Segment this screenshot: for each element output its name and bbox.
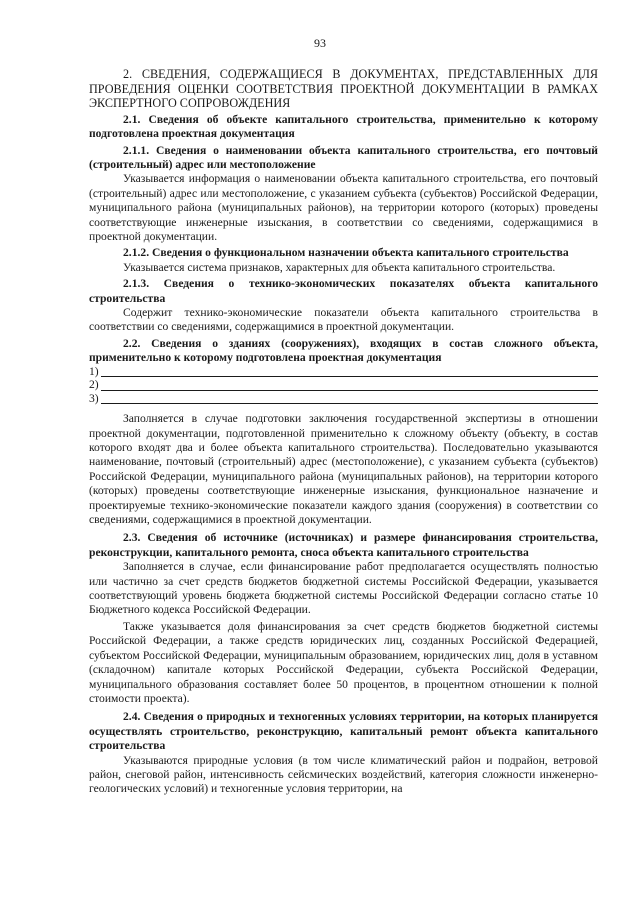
heading-2-1: 2.1. Сведения об объекте капитального строительства, применительно к которому подготовлена проектная документация — [89, 112, 598, 141]
blank-underline — [101, 390, 598, 391]
paragraph-2-4: Указываются природные условия (в том числе климатический район и подрайон, ветровой район, снеговой район, интенсивность сейсмических воздействий, категория сложности инженерно-геологических условий) и техногенные условия территории, на — [89, 753, 598, 796]
page-number: 93 — [314, 36, 326, 50]
section-2-title: 2. СВЕДЕНИЯ, СОДЕРЖАЩИЕСЯ В ДОКУМЕНТАХ, ПРЕДСТАВЛЕННЫХ ДЛЯ ПРОВЕДЕНИЯ ОЦЕНКИ СООТВЕТСТВИЯ ПРОЕКТНОЙ ДОКУМЕНТАЦИИ В РАМКАХ ЭКСПЕРТНОГО СОПРОВОЖДЕНИЯ — [89, 67, 598, 111]
blank-line-1 — [89, 366, 598, 380]
blank-line-number: 3) — [89, 391, 99, 405]
heading-2-4: 2.4. Сведения о природных и техногенных условиях территории, на которых планируется осуществлять строительство, реконструкцию, капитальный ремонт объекта капитального строительства — [89, 710, 598, 753]
heading-2-1-1: 2.1.1. Сведения о наименовании объекта капитального строительства, его почтовый (строительный) адрес или местоположение — [89, 143, 598, 171]
blank-underline — [101, 376, 598, 377]
paragraph-2-1-1: Указывается информация о наименовании объекта капитального строительства, его почтовый (строительный) адрес или местоположение, с указанием субъекта (субъектов) Российской Федерации, муниципального района (муниципальных районов), на территории которого (которых) проведены соответствующие инженерные изыскания, в соответствии со сведениями, содержащимися в проектной документации. — [89, 172, 598, 244]
paragraph-2-3-b: Также указывается доля финансирования за счет средств бюджетов бюджетной системы Российской Федерации, а также средств юридических лиц, созданных Российской Федерацией, субъектом Российской Федерации, муниципальным образованием, юридических лиц, доля в уставном (складочном) капитале которых Российской Федерации, субъекта Российской Федерации, муниципального образования составляет более 50 процентов, в процентном отношении к полной стоимости проекта). — [89, 619, 598, 705]
blank-line-number: 1) — [89, 364, 99, 378]
heading-2-2: 2.2. Сведения о зданиях (сооружениях), входящих в состав сложного объекта, применительно к которому подготовлена проектная документация — [89, 336, 598, 365]
paragraph-2-1-3: Содержит технико-экономические показатели объекта капитального строительства в соответствии со сведениями, содержащимися в проектной документации. — [89, 306, 598, 334]
blank-line-3 — [89, 393, 598, 407]
heading-2-1-2: 2.1.2. Сведения о функциональном назначении объекта капитального строительства — [123, 246, 569, 260]
blank-underline — [101, 403, 598, 404]
paragraph-2-2: Заполняется в случае подготовки заключения государственной экспертизы в отношении проектной документации, подготовленной применительно к сложному объекту (объекту, в состав которого входят два и более объекта капитального строительства). Последовательно указываются наименование, почтовый (строительный) адрес (местоположение), с указанием субъекта (субъектов) Российской Федерации, муниципального района (муниципальных районов), на территории которого (которых) проведены соответствующие инженерные изыскания, функциональное назначение и проектируемые технико-экономические показатели каждого здания (сооружения) в соответствии со сведениями, содержащимися в проектной документации. — [89, 412, 598, 527]
heading-2-3: 2.3. Сведения об источнике (источниках) и размере финансирования строительства, реконструкции, капитального ремонта, сноса объекта капитального строительства — [89, 531, 598, 559]
paragraph-2-1-2: Указывается система признаков, характерных для объекта капитального строительства. — [123, 260, 556, 274]
blank-line-number: 2) — [89, 378, 99, 392]
paragraph-2-3-a: Заполняется в случае, если финансирование работ предполагается осуществлять полностью или частично за счет средств бюджетов бюджетной системы Российской Федерации, указывается соответствующий уровень бюджета бюджетной системы Российской Федерации согласно статье 10 Бюджетного кодекса Российской Федерации. — [89, 560, 598, 617]
document-body — [89, 67, 598, 797]
heading-2-1-3: 2.1.3. Сведения о технико-экономических показателях объекта капитального строительства — [89, 277, 598, 305]
blank-line-2 — [89, 379, 598, 393]
